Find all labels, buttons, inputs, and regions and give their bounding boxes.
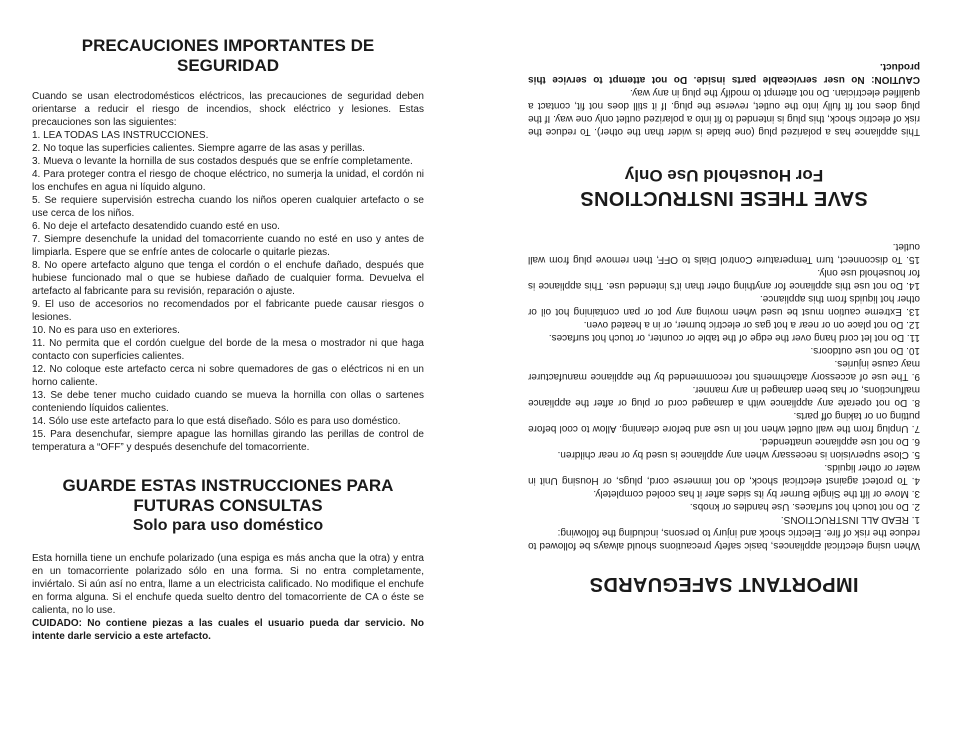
en-title: IMPORTANT SAFEGUARDS: [589, 573, 859, 595]
en-list-item: 14. Do not use this appliance for anything other than it's intended use. This appliance is for household use only.: [528, 267, 920, 291]
es-list-item: 4. Para proteger contra el riesgo de choque eléctrico, no sumerja la unidad, el cordón ni los enchufes en agua ni líquido alguno.: [32, 169, 424, 193]
es-save-line2: FUTURAS CONSULTAS: [133, 496, 323, 515]
es-list-item: 8. No opere artefacto alguno que tenga el cordón o el enchufe dañado, después que hubiese funcionado mal o que se hubiese dañado de cualquier forma. Devuelva el artefacto al fabricante para su revisión, reparación o ajuste.: [32, 260, 424, 297]
es-save-heading: [32, 476, 424, 516]
en-household: For Household Use Only: [624, 166, 824, 185]
en-list-item: 13. Extreme caution must be used when moving any pot or pan containing hot oil or other hot liquids from this appliance.: [528, 293, 920, 317]
en-intro: When using electrical appliances, basic safety precautions should always be followed to reduce the risk of fire. Electric shock and injury to persons, including the following:: [528, 527, 920, 551]
en-list-item: 8. Do not operate any appliance with a damaged cord or plug or after the appliance malfunctions, or has been damaged in any manner.: [528, 384, 920, 408]
es-list-item: 3. Mueva o levante la hornilla de sus costados después que se enfríe completamente.: [32, 156, 413, 167]
es-title-line2: SEGURIDAD: [176, 56, 279, 75]
en-list-item: 7. Unplug from the wall outlet when not in use and before cleaning. Allow to cool before putting on or taking off parts.: [528, 410, 920, 434]
es-title: [32, 36, 424, 76]
es-list-item: 11. No permita que el cordón cuelgue del borde de la mesa o mostrador ni que haga contacto con superficies calientes.: [32, 338, 424, 362]
es-list-item: 6. No deje el artefacto desatendido cuando esté en uso.: [32, 221, 280, 232]
en-caution: CAUTION: No user serviceable parts inside. Do not attempt to service this product.: [528, 61, 920, 85]
en-list-item: 10. Do not use outdoors.: [810, 345, 920, 356]
en-list-item: 4. To protect against electrical shock, do not immerse cord, plugs, or Housing Unit in water or other liquids.: [528, 462, 920, 486]
es-list-item: 9. El uso de accesorios no recomendados por el fabricante puede causar riesgos o lesiones.: [32, 299, 424, 323]
es-list-item: 1. LEA TODAS LAS INSTRUCCIONES.: [32, 130, 209, 141]
es-list-item: 10. No es para uso en exteriores.: [32, 325, 180, 336]
en-list-item: 3. Move or lift the Single Burner by its sides after it has cooled completely.: [593, 488, 920, 499]
en-list-item: 12. Do not place on or near a hot gas or electric burner, or in a heated oven.: [583, 319, 920, 330]
es-intro: Cuando se usan electrodomésticos eléctricos, las precauciones de seguridad deben orientarse a reducir el riesgo de incendios, shock eléctrico y lesiones. Estas precauciones son las siguientes:: [32, 91, 424, 128]
es-list-item: 5. Se requiere supervisión estrecha cuando los niños operen cualquier artefacto o se use cerca de los niños.: [32, 195, 424, 219]
en-list-item: 11. Do not let cord hang over the edge of the table or counter, or touch hot surfaces.: [548, 332, 920, 343]
en-plug-text: This appliance has a polarized plug (one blade is wider than the other). To reduce the risk of electric shock, this plug is intended to fit into a polarized outlet only one way. If the plug does not fit fully into the outlet, reverse the plug. If it still does not fit, contact a qualified electrician. Do not attempt to modify the plug in any way.: [528, 87, 920, 137]
es-list-item: 2. No toque las superficies calientes. Siempre agarre de las asas y perillas.: [32, 143, 365, 154]
es-list-item: 15. Para desenchufar, siempre apague las hornillas girando las perillas de control de temperatura a “OFF” y después desenchufe del tomacorriente.: [32, 429, 424, 453]
es-save-line1: GUARDE ESTAS INSTRUCCIONES PARA: [62, 476, 394, 495]
spanish-column: [32, 36, 424, 643]
es-list: [32, 129, 424, 454]
en-list-item: 1. READ ALL INSTRUCTIONS.: [780, 514, 920, 525]
es-list-item: 13. Se debe tener mucho cuidado cuando se mueva la hornilla con ollas o sartenes conteniendo líquidos calientes.: [32, 390, 424, 414]
en-list-item: 6. Do not use appliance unattended.: [759, 436, 920, 447]
es-title-line1: PRECAUCIONES IMPORTANTES DE: [81, 36, 375, 55]
es-list-item: 12. No coloque este artefacto cerca ni sobre quemadores de gas o eléctricos ni en un horno caliente.: [32, 364, 424, 388]
es-list-item: 7. Siempre desenchufe la unidad del tomacorriente cuando no esté en uso y antes de limpiarla. Espere que se enfríe antes de colocarle o quitarle piezas.: [32, 234, 424, 258]
en-list-item: 2. Do not touch hot surfaces. Use handles or knobs.: [689, 501, 920, 512]
english-column: [528, 60, 920, 596]
en-list-item: 5. Close supervision is necessary when any appliance is used by or near children.: [557, 449, 920, 460]
es-list-item: 14. Sólo use este artefacto para lo que está diseñado. Sólo es para uso doméstico.: [32, 416, 401, 427]
en-list: [528, 240, 920, 526]
en-list-item: 9. The use of accessory attachments not recommended by the appliance manufacturer may cause injuries.: [528, 358, 920, 382]
en-list-item: 15. To disconnect, turn Temperature Control Dials to OFF, then remove plug from wall outlet.: [528, 241, 920, 265]
es-household: Solo para uso doméstico: [132, 517, 324, 534]
es-plug-text: Esta hornilla tiene un enchufe polarizado (una espiga es más ancha que la otra) y entra en un tomacorriente polarizado sólo en una forma. Si no entra completamente, inviértalo. Si aún así no entra, llame a un electricista calificado. No modifique el enchufe en forma alguna. Si el enchufe queda suelto dentro del tomacorriente de CA o éste se calienta, no lo use.: [32, 553, 424, 616]
en-save-title: SAVE THESE INSTRUCTIONS: [580, 187, 868, 209]
es-caution: CUIDADO: No contiene piezas a las cuales el usuario pueda dar servicio. No intente darle servicio a este artefacto.: [32, 618, 424, 642]
